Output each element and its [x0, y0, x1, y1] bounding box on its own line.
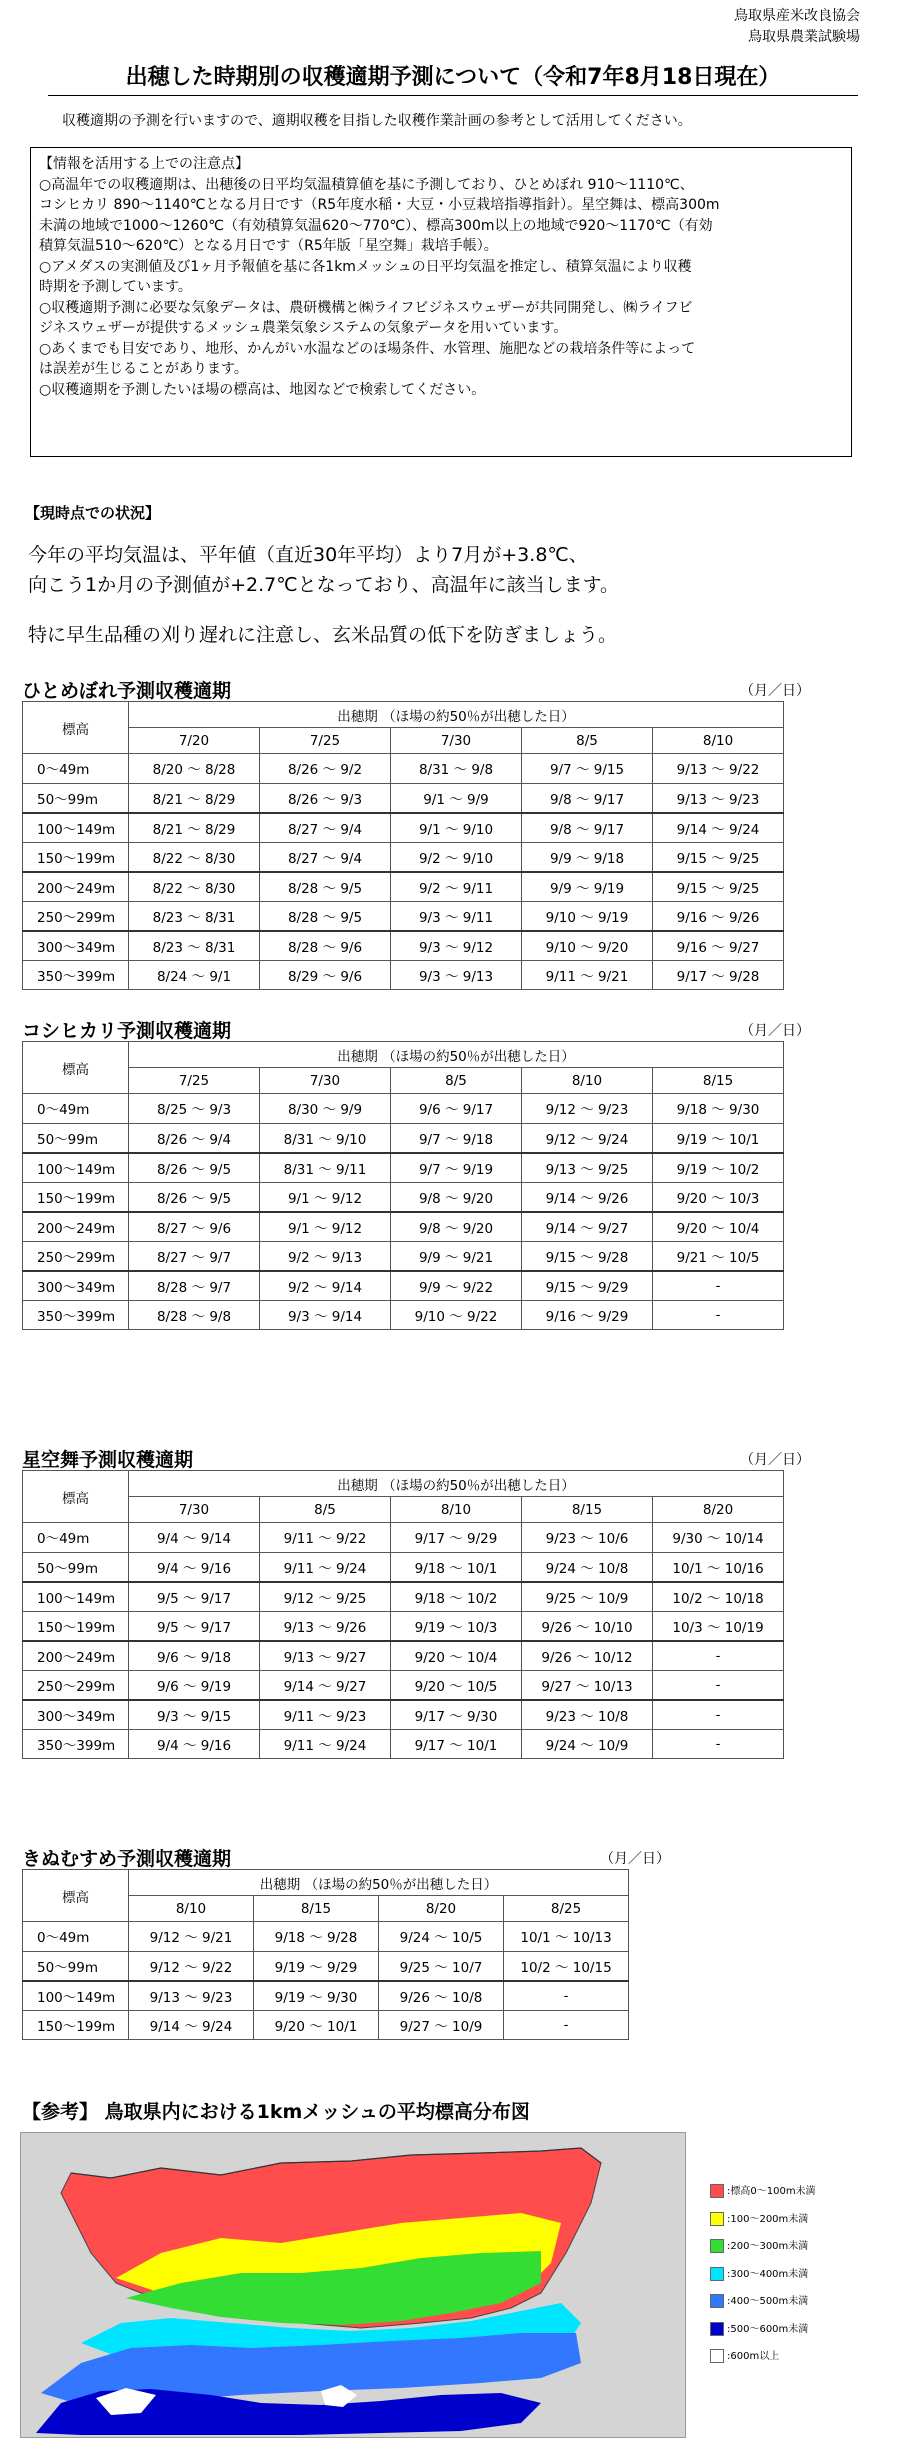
- table-row: [23, 872, 784, 902]
- table-row: [23, 1729, 784, 1759]
- harvest-range-cell: 9/11 ～ 9/23: [260, 1700, 391, 1730]
- table-row: [23, 813, 784, 843]
- harvest-range-cell: 9/1 ～ 9/10: [391, 813, 522, 843]
- notes-line: ○あくまでも目安であり、地形、かんがい水温などのほ場条件、水管理、施肥などの栽培条件等によって: [39, 340, 696, 357]
- elevation-header: 標高: [23, 702, 129, 754]
- harvest-range-cell: -: [504, 1981, 629, 2011]
- legend-swatch: [710, 2212, 724, 2226]
- harvest-range-cell: 9/12 ～ 9/24: [522, 1123, 653, 1153]
- table-title-kinumusume: きぬむすめ予測収穫適期: [22, 1848, 232, 1870]
- notes-line: ○収穫適期予測に必要な気象データは、農研機構と㈱ライフビジネスウェザーが共同開発し、㈱ライフビ: [39, 299, 693, 316]
- harvest-range-cell: -: [653, 1641, 784, 1671]
- harvest-range-cell: 8/27 ～ 9/6: [129, 1212, 260, 1242]
- elevation-cell: 0～49m: [23, 1094, 129, 1124]
- unit-label: （月／日）: [740, 683, 810, 699]
- table-title-hoshizoramai: 星空舞予測収穫適期: [22, 1449, 194, 1471]
- harvest-range-cell: 8/26 ～ 9/4: [129, 1123, 260, 1153]
- notes-line: ジネスウェザーが提供するメッシュ農業気象システムの気象データを用いています。: [39, 320, 568, 336]
- harvest-range-cell: 9/12 ～ 9/25: [260, 1582, 391, 1612]
- harvest-range-cell: 10/1 ～ 10/13: [504, 1922, 629, 1952]
- harvest-range-cell: 8/22 ～ 8/30: [129, 842, 260, 872]
- harvest-range-cell: 9/26 ～ 10/8: [379, 1981, 504, 2011]
- harvest-range-cell: 9/2 ～ 9/11: [391, 872, 522, 902]
- elevation-cell: 300～349m: [23, 1700, 129, 1730]
- notes-line: 積算気温510～620℃）となる月日です（R5年版「星空舞」栽培手帳）。: [39, 238, 498, 254]
- harvest-range-cell: 8/28 ～ 9/7: [129, 1271, 260, 1301]
- harvest-range-cell: 9/6 ～ 9/19: [129, 1670, 260, 1700]
- forecast-table-hitomebore: [22, 701, 784, 990]
- forecast-table-hoshizoramai: [22, 1470, 784, 1759]
- unit-label: （月／日）: [600, 1851, 670, 1867]
- notes-heading: 【情報を活用する上での注意点】: [39, 156, 249, 172]
- harvest-range-cell: 8/21 ～ 8/29: [129, 783, 260, 813]
- elevation-cell: 250～299m: [23, 901, 129, 931]
- harvest-range-cell: -: [504, 2010, 629, 2040]
- harvest-range-cell: 9/5 ～ 9/17: [129, 1582, 260, 1612]
- heading-date: 8/15: [653, 1068, 784, 1094]
- harvest-range-cell: 9/10 ～ 9/22: [391, 1300, 522, 1330]
- elevation-cell: 50～99m: [23, 783, 129, 813]
- heading-date: 8/10: [129, 1896, 254, 1922]
- harvest-range-cell: 9/16 ～ 9/27: [653, 931, 784, 961]
- table-row: [23, 842, 784, 872]
- table-row: [23, 1981, 629, 2011]
- harvest-range-cell: 10/2 ～ 10/15: [504, 1951, 629, 1981]
- legend-swatch: [710, 2239, 724, 2253]
- harvest-range-cell: 9/4 ～ 9/16: [129, 1552, 260, 1582]
- status-line-1: 今年の平均気温は、平年値（直近30年平均）より7月が+3.8℃、: [28, 544, 588, 566]
- elevation-cell: 0～49m: [23, 1922, 129, 1952]
- notes-line: ○収穫適期を予測したいほ場の標高は、地図などで検索してください。: [39, 381, 486, 398]
- harvest-range-cell: 9/4 ～ 9/16: [129, 1729, 260, 1759]
- harvest-range-cell: 9/11 ～ 9/24: [260, 1729, 391, 1759]
- heading-date: 8/5: [391, 1068, 522, 1094]
- harvest-range-cell: 9/13 ～ 9/23: [653, 783, 784, 813]
- harvest-range-cell: -: [653, 1300, 784, 1330]
- harvest-range-cell: 9/10 ～ 9/20: [522, 931, 653, 961]
- page-title: 出穂した時期別の収穫適期予測について（令和7年8月18日現在）: [48, 60, 858, 96]
- table-title-koshihikari: コシヒカリ予測収穫適期: [22, 1020, 232, 1042]
- harvest-range-cell: -: [653, 1729, 784, 1759]
- elevation-cell: 350～399m: [23, 1300, 129, 1330]
- harvest-range-cell: -: [653, 1271, 784, 1301]
- legend-item: :300～400m未満: [710, 2261, 816, 2289]
- harvest-range-cell: 9/6 ～ 9/17: [391, 1094, 522, 1124]
- harvest-range-cell: 9/10 ～ 9/19: [522, 901, 653, 931]
- harvest-range-cell: 9/11 ～ 9/22: [260, 1523, 391, 1553]
- harvest-range-cell: 9/3 ～ 9/12: [391, 931, 522, 961]
- harvest-range-cell: 9/26 ～ 10/10: [522, 1611, 653, 1641]
- elevation-map: [20, 2132, 686, 2438]
- unit-label: （月／日）: [740, 1452, 810, 1468]
- elevation-cell: 0～49m: [23, 1523, 129, 1553]
- harvest-range-cell: 9/20 ～ 10/4: [391, 1641, 522, 1671]
- notes-line: 時期を予測しています。: [39, 279, 192, 295]
- legend-swatch: [710, 2267, 724, 2281]
- harvest-range-cell: 9/19 ～ 10/1: [653, 1123, 784, 1153]
- elevation-map-svg: [21, 2133, 685, 2437]
- elevation-cell: 300～349m: [23, 1271, 129, 1301]
- harvest-range-cell: -: [653, 1700, 784, 1730]
- table-title-hitomebore: ひとめぼれ予測収穫適期: [22, 680, 232, 702]
- table-row: [23, 1582, 784, 1612]
- legend-swatch: [710, 2349, 724, 2363]
- table-row: [23, 1700, 784, 1730]
- harvest-range-cell: 8/26 ～ 9/5: [129, 1182, 260, 1212]
- legend-item: :標高0～100m未満: [710, 2178, 816, 2206]
- heading-date: 8/10: [522, 1068, 653, 1094]
- table-row: [23, 754, 784, 784]
- harvest-range-cell: 8/31 ～ 9/8: [391, 754, 522, 784]
- harvest-range-cell: 9/24 ～ 10/9: [522, 1729, 653, 1759]
- harvest-range-cell: 9/21 ～ 10/5: [653, 1241, 784, 1271]
- heading-date: 8/10: [653, 728, 784, 754]
- harvest-range-cell: 8/27 ～ 9/7: [129, 1241, 260, 1271]
- elevation-cell: 50～99m: [23, 1951, 129, 1981]
- harvest-range-cell: 8/28 ～ 9/6: [260, 931, 391, 961]
- table-row: [23, 1552, 784, 1582]
- notes-line: ○アメダスの実測値及び1ヶ月予報値を基に各1kmメッシュの日平均気温を推定し、積算気温により収穫: [39, 258, 692, 275]
- heading-period-header: 出穂期 （ほ場の約50％が出穂した日）: [129, 1471, 784, 1497]
- harvest-range-cell: 9/9 ～ 9/18: [522, 842, 653, 872]
- heading-date: 8/10: [391, 1497, 522, 1523]
- legend-swatch: [710, 2184, 724, 2198]
- harvest-range-cell: 9/3 ～ 9/14: [260, 1300, 391, 1330]
- harvest-range-cell: 8/20 ～ 8/28: [129, 754, 260, 784]
- harvest-range-cell: 8/28 ～ 9/8: [129, 1300, 260, 1330]
- harvest-range-cell: 9/27 ～ 10/9: [379, 2010, 504, 2040]
- harvest-range-cell: 9/7 ～ 9/19: [391, 1153, 522, 1183]
- harvest-range-cell: 8/24 ～ 9/1: [129, 960, 260, 990]
- harvest-range-cell: 9/19 ～ 10/3: [391, 1611, 522, 1641]
- heading-date: 8/15: [522, 1497, 653, 1523]
- table-row: [23, 1271, 784, 1301]
- legend-item: :100～200m未満: [710, 2206, 816, 2234]
- heading-date: 8/5: [522, 728, 653, 754]
- harvest-range-cell: 9/23 ～ 10/8: [522, 1700, 653, 1730]
- harvest-range-cell: 10/3 ～ 10/19: [653, 1611, 784, 1641]
- elevation-cell: 350～399m: [23, 960, 129, 990]
- table-row: [23, 1951, 629, 1981]
- harvest-range-cell: 8/26 ～ 9/5: [129, 1153, 260, 1183]
- harvest-range-cell: 9/3 ～ 9/11: [391, 901, 522, 931]
- elevation-cell: 350～399m: [23, 1729, 129, 1759]
- table-row: [23, 1241, 784, 1271]
- heading-date: 7/30: [391, 728, 522, 754]
- elevation-header: 標高: [23, 1471, 129, 1523]
- harvest-range-cell: 9/20 ～ 10/1: [254, 2010, 379, 2040]
- table-row: [23, 783, 784, 813]
- elevation-cell: 100～149m: [23, 813, 129, 843]
- harvest-range-cell: 9/18 ～ 9/28: [254, 1922, 379, 1952]
- table-row: [23, 931, 784, 961]
- map-legend: [710, 2178, 816, 2371]
- harvest-range-cell: 9/13 ～ 9/25: [522, 1153, 653, 1183]
- harvest-range-cell: 9/24 ～ 10/5: [379, 1922, 504, 1952]
- harvest-range-cell: 8/30 ～ 9/9: [260, 1094, 391, 1124]
- harvest-range-cell: 9/8 ～ 9/20: [391, 1182, 522, 1212]
- harvest-range-cell: 9/14 ～ 9/27: [260, 1670, 391, 1700]
- harvest-range-cell: 9/7 ～ 9/15: [522, 754, 653, 784]
- harvest-range-cell: 9/24 ～ 10/8: [522, 1552, 653, 1582]
- heading-date: 7/30: [260, 1068, 391, 1094]
- harvest-range-cell: 9/18 ～ 10/2: [391, 1582, 522, 1612]
- table-row: [23, 1212, 784, 1242]
- harvest-range-cell: 9/20 ～ 10/4: [653, 1212, 784, 1242]
- harvest-range-cell: 9/1 ～ 9/12: [260, 1212, 391, 1242]
- elevation-cell: 150～199m: [23, 1611, 129, 1641]
- table-row: [23, 1094, 784, 1124]
- harvest-range-cell: 9/7 ～ 9/18: [391, 1123, 522, 1153]
- notes-line: コシヒカリ 890～1140℃となる月日です（R5年度水稲・大豆・小豆栽培指導指針）。星空舞は、標高300m: [39, 197, 720, 213]
- heading-period-header: 出穂期 （ほ場の約50％が出穂した日）: [129, 1870, 629, 1896]
- harvest-range-cell: 9/17 ～ 9/28: [653, 960, 784, 990]
- harvest-range-cell: 9/15 ～ 9/25: [653, 872, 784, 902]
- harvest-range-cell: 9/16 ～ 9/26: [653, 901, 784, 931]
- notes-box: [30, 147, 852, 457]
- harvest-range-cell: 9/12 ～ 9/23: [522, 1094, 653, 1124]
- harvest-range-cell: 8/27 ～ 9/4: [260, 842, 391, 872]
- heading-date: 8/15: [254, 1896, 379, 1922]
- harvest-range-cell: 9/6 ～ 9/18: [129, 1641, 260, 1671]
- table-row: [23, 1123, 784, 1153]
- harvest-range-cell: 9/19 ～ 9/30: [254, 1981, 379, 2011]
- harvest-range-cell: 9/23 ～ 10/6: [522, 1523, 653, 1553]
- harvest-range-cell: 8/28 ～ 9/5: [260, 901, 391, 931]
- harvest-range-cell: 9/16 ～ 9/29: [522, 1300, 653, 1330]
- harvest-range-cell: 9/18 ～ 9/30: [653, 1094, 784, 1124]
- harvest-range-cell: 9/2 ～ 9/13: [260, 1241, 391, 1271]
- elevation-cell: 100～149m: [23, 1153, 129, 1183]
- harvest-range-cell: 9/1 ～ 9/9: [391, 783, 522, 813]
- harvest-range-cell: 9/3 ～ 9/15: [129, 1700, 260, 1730]
- notes-line: 未満の地域で1000～1260℃（有効積算気温620～770℃）、標高300m以上の地域で920～1170℃（有効: [39, 217, 713, 234]
- heading-date: 7/20: [129, 728, 260, 754]
- harvest-range-cell: 9/12 ～ 9/22: [129, 1951, 254, 1981]
- table-row: [23, 1670, 784, 1700]
- harvest-range-cell: 9/17 ～ 9/29: [391, 1523, 522, 1553]
- harvest-range-cell: 9/9 ～ 9/19: [522, 872, 653, 902]
- harvest-range-cell: 8/26 ～ 9/3: [260, 783, 391, 813]
- heading-date: 8/5: [260, 1497, 391, 1523]
- table-row: [23, 1523, 784, 1553]
- harvest-range-cell: 9/14 ～ 9/27: [522, 1212, 653, 1242]
- elevation-cell: 300～349m: [23, 931, 129, 961]
- harvest-range-cell: 9/4 ～ 9/14: [129, 1523, 260, 1553]
- harvest-range-cell: 8/26 ～ 9/2: [260, 754, 391, 784]
- harvest-range-cell: 9/13 ～ 9/23: [129, 1981, 254, 2011]
- table-row: [23, 960, 784, 990]
- heading-date: 7/30: [129, 1497, 260, 1523]
- forecast-table-koshihikari: [22, 1041, 784, 1330]
- harvest-range-cell: 9/15 ～ 9/25: [653, 842, 784, 872]
- status-heading: 【現時点での状況】: [25, 504, 161, 522]
- harvest-range-cell: 9/18 ～ 10/1: [391, 1552, 522, 1582]
- heading-period-header: 出穂期 （ほ場の約50％が出穂した日）: [129, 702, 784, 728]
- intro-text: 収穫適期の予測を行いますので、適期収穫を目指した収穫作業計画の参考として活用してください。: [62, 113, 692, 129]
- table-row: [23, 1611, 784, 1641]
- harvest-range-cell: 9/26 ～ 10/12: [522, 1641, 653, 1671]
- heading-date: 8/25: [504, 1896, 629, 1922]
- harvest-range-cell: 8/23 ～ 8/31: [129, 931, 260, 961]
- harvest-range-cell: -: [653, 1670, 784, 1700]
- harvest-range-cell: 9/25 ～ 10/9: [522, 1582, 653, 1612]
- elevation-cell: 150～199m: [23, 2010, 129, 2040]
- table-row: [23, 1300, 784, 1330]
- harvest-range-cell: 9/17 ～ 10/1: [391, 1729, 522, 1759]
- table-row: [23, 901, 784, 931]
- forecast-table-kinumusume: [22, 1869, 629, 2040]
- elevation-cell: 200～249m: [23, 1641, 129, 1671]
- harvest-range-cell: 9/14 ～ 9/24: [129, 2010, 254, 2040]
- reference-title: 【参考】 鳥取県内における1kmメッシュの平均標高分布図: [22, 2101, 530, 2123]
- elevation-cell: 150～199m: [23, 842, 129, 872]
- harvest-range-cell: 9/8 ～ 9/17: [522, 813, 653, 843]
- heading-date: 8/20: [379, 1896, 504, 1922]
- harvest-range-cell: 9/15 ～ 9/29: [522, 1271, 653, 1301]
- status-line-3: 特に早生品種の刈り遅れに注意し、玄米品質の低下を防ぎましょう。: [28, 624, 618, 646]
- harvest-range-cell: 8/23 ～ 8/31: [129, 901, 260, 931]
- harvest-range-cell: 9/20 ～ 10/3: [653, 1182, 784, 1212]
- notes-line: ○高温年での収穫適期は、出穂後の日平均気温積算値を基に予測しており、ひとめぼれ 910～1110℃、: [39, 176, 694, 193]
- harvest-range-cell: 9/14 ～ 9/26: [522, 1182, 653, 1212]
- harvest-range-cell: 9/13 ～ 9/22: [653, 754, 784, 784]
- harvest-range-cell: 9/5 ～ 9/17: [129, 1611, 260, 1641]
- table-row: [23, 1922, 629, 1952]
- harvest-range-cell: 8/22 ～ 8/30: [129, 872, 260, 902]
- heading-date: 7/25: [129, 1068, 260, 1094]
- heading-period-header: 出穂期 （ほ場の約50％が出穂した日）: [129, 1042, 784, 1068]
- elevation-cell: 200～249m: [23, 872, 129, 902]
- harvest-range-cell: 10/2 ～ 10/18: [653, 1582, 784, 1612]
- legend-item: :500～600m未満: [710, 2316, 816, 2344]
- elevation-cell: 150～199m: [23, 1182, 129, 1212]
- elevation-cell: 0～49m: [23, 754, 129, 784]
- harvest-range-cell: 9/30 ～ 10/14: [653, 1523, 784, 1553]
- harvest-range-cell: 9/3 ～ 9/13: [391, 960, 522, 990]
- legend-item: :600m以上: [710, 2343, 816, 2371]
- harvest-range-cell: 9/17 ～ 9/30: [391, 1700, 522, 1730]
- table-row: [23, 2010, 629, 2040]
- harvest-range-cell: 8/31 ～ 9/10: [260, 1123, 391, 1153]
- org-name-2: 鳥取県農業試験場: [748, 29, 860, 45]
- table-row: [23, 1153, 784, 1183]
- harvest-range-cell: 9/19 ～ 9/29: [254, 1951, 379, 1981]
- harvest-range-cell: 9/19 ～ 10/2: [653, 1153, 784, 1183]
- harvest-range-cell: 9/13 ～ 9/27: [260, 1641, 391, 1671]
- harvest-range-cell: 8/31 ～ 9/11: [260, 1153, 391, 1183]
- status-line-2: 向こう1か月の予測値が+2.7℃となっており、高温年に該当します。: [28, 574, 620, 596]
- harvest-range-cell: 9/9 ～ 9/21: [391, 1241, 522, 1271]
- harvest-range-cell: 8/29 ～ 9/6: [260, 960, 391, 990]
- table-row: [23, 1641, 784, 1671]
- harvest-range-cell: 9/2 ～ 9/10: [391, 842, 522, 872]
- heading-date: 7/25: [260, 728, 391, 754]
- elevation-cell: 50～99m: [23, 1123, 129, 1153]
- harvest-range-cell: 8/21 ～ 8/29: [129, 813, 260, 843]
- harvest-range-cell: 9/27 ～ 10/13: [522, 1670, 653, 1700]
- legend-swatch: [710, 2294, 724, 2308]
- harvest-range-cell: 9/8 ～ 9/20: [391, 1212, 522, 1242]
- harvest-range-cell: 8/25 ～ 9/3: [129, 1094, 260, 1124]
- harvest-range-cell: 8/28 ～ 9/5: [260, 872, 391, 902]
- table-row: [23, 1182, 784, 1212]
- harvest-range-cell: 9/1 ～ 9/12: [260, 1182, 391, 1212]
- elevation-cell: 250～299m: [23, 1670, 129, 1700]
- harvest-range-cell: 9/11 ～ 9/21: [522, 960, 653, 990]
- legend-swatch: [710, 2322, 724, 2336]
- heading-date: 8/20: [653, 1497, 784, 1523]
- harvest-range-cell: 9/8 ～ 9/17: [522, 783, 653, 813]
- harvest-range-cell: 9/12 ～ 9/21: [129, 1922, 254, 1952]
- harvest-range-cell: 9/2 ～ 9/14: [260, 1271, 391, 1301]
- legend-item: :200～300m未満: [710, 2233, 816, 2261]
- elevation-cell: 100～149m: [23, 1582, 129, 1612]
- org-name-1: 鳥取県産米改良協会: [734, 8, 860, 24]
- harvest-range-cell: 9/11 ～ 9/24: [260, 1552, 391, 1582]
- notes-line: は誤差が生じることがあります。: [39, 361, 248, 377]
- harvest-range-cell: 9/14 ～ 9/24: [653, 813, 784, 843]
- elevation-header: 標高: [23, 1870, 129, 1922]
- elevation-cell: 100～149m: [23, 1981, 129, 2011]
- harvest-range-cell: 9/25 ～ 10/7: [379, 1951, 504, 1981]
- harvest-range-cell: 9/15 ～ 9/28: [522, 1241, 653, 1271]
- elevation-header: 標高: [23, 1042, 129, 1094]
- elevation-cell: 50～99m: [23, 1552, 129, 1582]
- harvest-range-cell: 10/1 ～ 10/16: [653, 1552, 784, 1582]
- harvest-range-cell: 8/27 ～ 9/4: [260, 813, 391, 843]
- harvest-range-cell: 9/9 ～ 9/22: [391, 1271, 522, 1301]
- unit-label: （月／日）: [740, 1023, 810, 1039]
- elevation-cell: 250～299m: [23, 1241, 129, 1271]
- harvest-range-cell: 9/20 ～ 10/5: [391, 1670, 522, 1700]
- harvest-range-cell: 9/13 ～ 9/26: [260, 1611, 391, 1641]
- legend-item: :400～500m未満: [710, 2288, 816, 2316]
- elevation-cell: 200～249m: [23, 1212, 129, 1242]
